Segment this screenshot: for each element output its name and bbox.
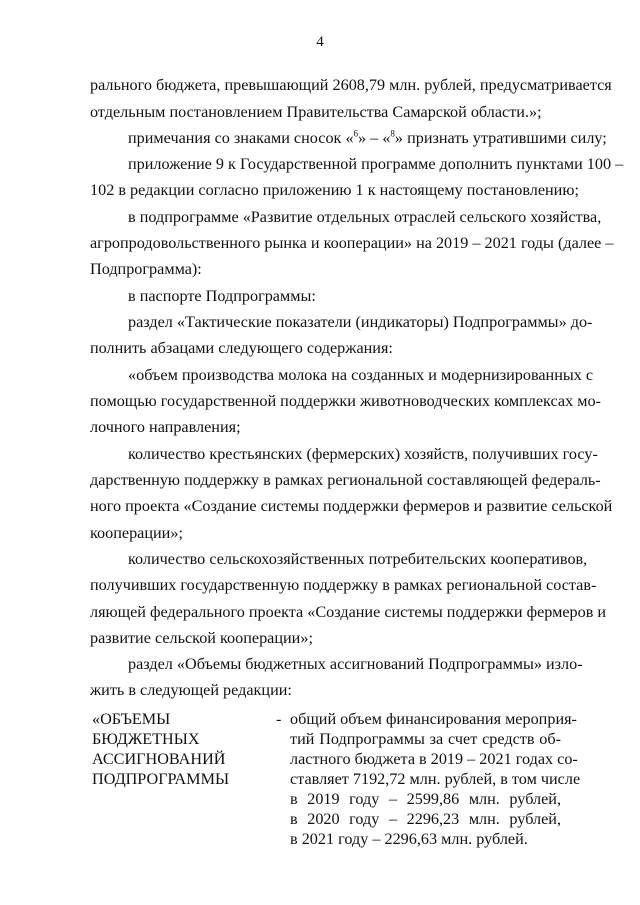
table-value-line: тий Подпрограммы за счет средств об- xyxy=(290,730,561,748)
page-number: 4 xyxy=(316,34,324,50)
paragraph-line: раздел «Объемы бюджетных ассигнований Подпрограммы» изло- xyxy=(128,655,583,673)
paragraph-line: агропродовольственного рынка и кооперации» на 2019 – 2021 годы (далее – xyxy=(90,234,614,252)
table-label-line: «ОБЪЕМЫ xyxy=(92,710,171,728)
paragraph-line: помощью государственной поддержки животноводческих комплексах мо- xyxy=(90,392,601,410)
paragraph-line: количество крестьянских (фермерских) хозяйств, получивших госу- xyxy=(128,445,598,463)
paragraph-line: Подпрограмма): xyxy=(90,260,202,278)
footnote-mark: 8 xyxy=(390,128,395,139)
paragraph-line: в паспорте Подпрограммы: xyxy=(128,287,316,305)
table-value-line: в 2021 году – 2296,63 млн. рублей. xyxy=(290,830,528,848)
footnote-mark: 6 xyxy=(353,128,359,139)
table-label-line: ПОДПРОГРАММЫ xyxy=(92,770,230,788)
paragraph-line: отдельным постановлением Правительства Самарской области.»; xyxy=(90,103,542,121)
paragraph-line: полнить абзацами следующего содержания: xyxy=(90,339,393,357)
paragraph-line: лочного направления; xyxy=(90,418,241,436)
table-dash: - xyxy=(276,710,282,728)
paragraph-line: дарственную поддержку в рамках региональной составляющей федераль- xyxy=(90,471,601,489)
paragraph-line: жить в следующей редакции: xyxy=(90,681,292,699)
paragraph-line: 102 в редакции согласно приложению 1 к настоящему постановлению; xyxy=(90,181,579,199)
footnote-paragraph: примечания со знаками сносок «$^6$» – «$^8$» признать утратившими силу; xyxy=(128,128,607,147)
table-value-line: ластного бюджета в 2019 – 2021 годах со- xyxy=(290,750,578,768)
paragraph-line: в подпрограмме «Развитие отдельных отраслей сельского хозяйства, xyxy=(128,208,602,226)
paragraph-line: «объем производства молока на созданных и модернизированных с xyxy=(128,366,594,384)
table-value-line: в 2020 году – 2296,23 млн. рублей, xyxy=(290,810,561,828)
paragraph-line: приложение 9 к Государственной программе дополнить пунктами 100 – xyxy=(128,155,624,173)
table-value-line: в 2019 году – 2599,86 млн. рублей, xyxy=(290,790,561,808)
paragraph-line: получивших государственную поддержку в рамках региональной состав- xyxy=(90,576,597,594)
paragraph-line: развитие сельской кооперации»; xyxy=(90,629,313,647)
paragraph-line: ного проекта «Создание системы поддержки фермеров и развитие сельской xyxy=(90,497,613,515)
table-label-line: БЮДЖЕТНЫХ xyxy=(92,730,200,748)
paragraph-line: рального бюджета, превышающий 2608,79 млн. рублей, предусматривается xyxy=(90,76,612,94)
paragraph-line: раздел «Тактические показатели (индикаторы) Подпрограммы» до- xyxy=(128,313,593,331)
table-label-line: АССИГНОВАНИЙ xyxy=(92,750,226,768)
table-value-line: общий объем финансирования мероприя- xyxy=(290,710,577,728)
paragraph-line: количество сельскохозяйственных потребительских кооперативов, xyxy=(128,550,588,568)
table-value-line: ставляет 7192,72 млн. рублей, в том числе xyxy=(290,770,581,788)
paragraph-line: ляющей федерального проекта «Создание системы поддержки фермеров и xyxy=(90,603,607,621)
paragraph-line: кооперации»; xyxy=(90,524,183,542)
